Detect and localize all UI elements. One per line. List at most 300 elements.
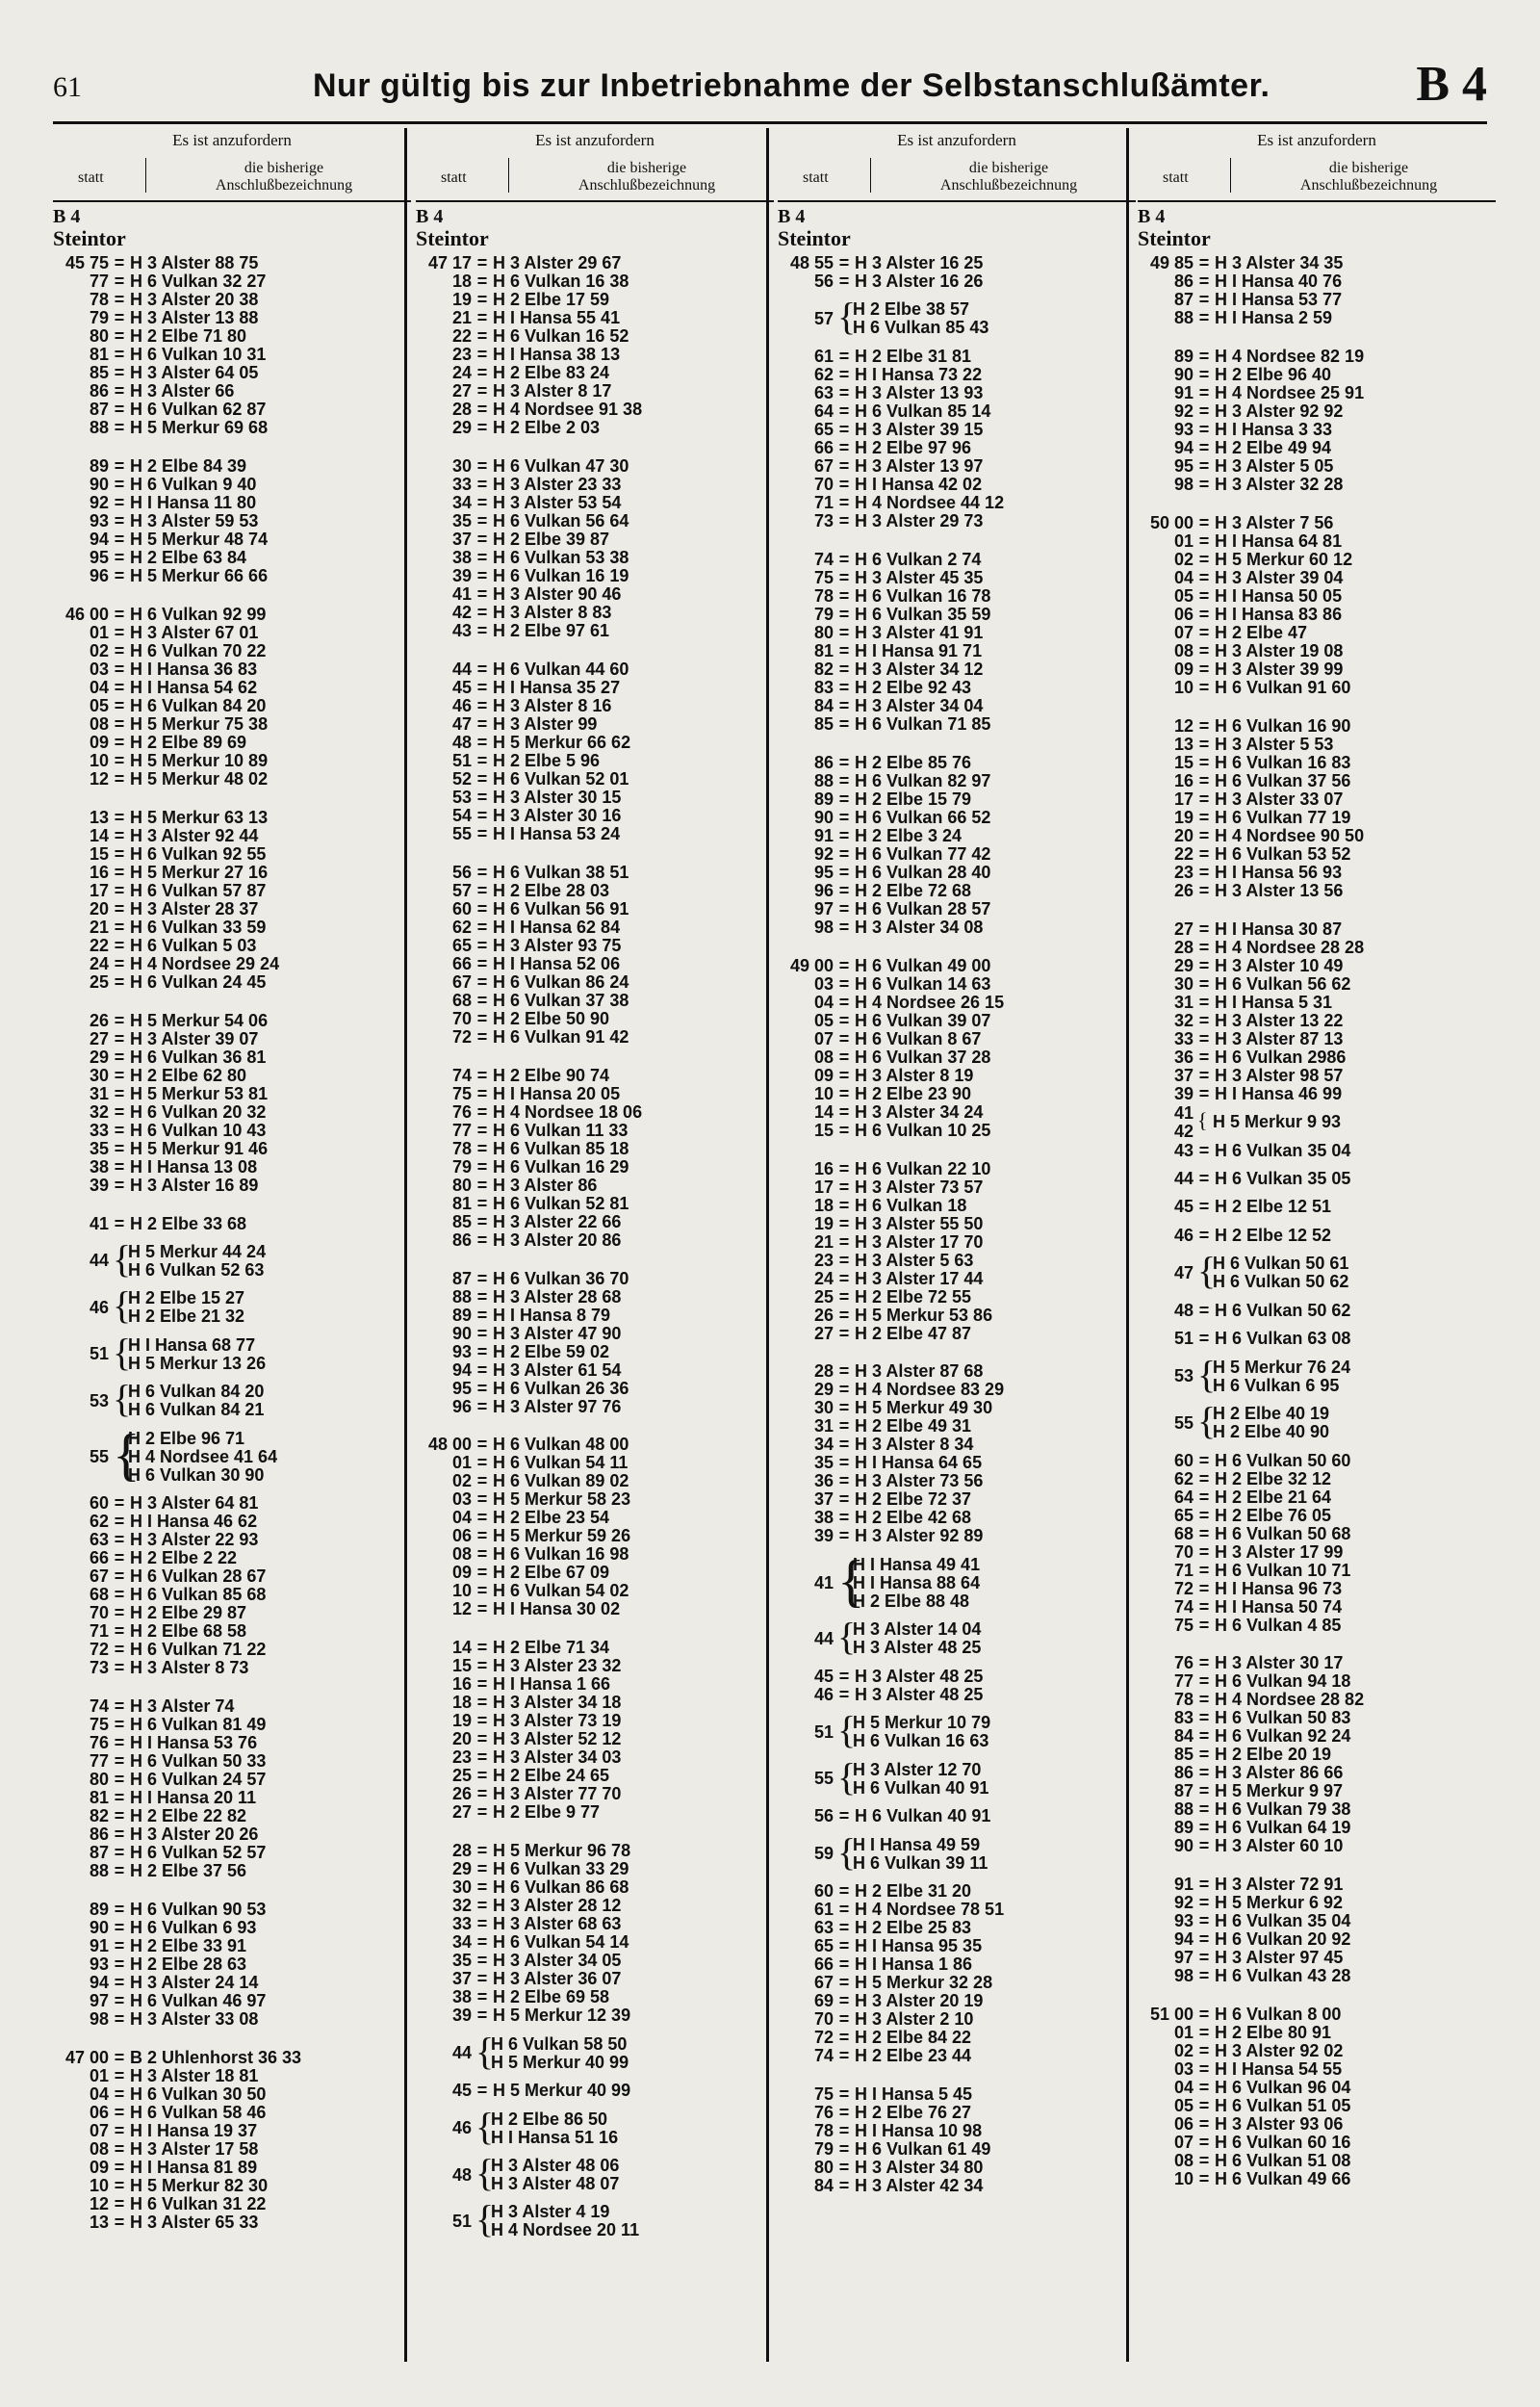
entry-value: H 3 Alster 17 58: [130, 2138, 259, 2159]
entry-value: H 4 Nordsee 44 12: [855, 492, 1005, 512]
directory-column: [1138, 125, 1496, 2368]
entry-value: H 6 Vulkan 84 20: [128, 1382, 265, 1402]
entry-line: [1138, 1012, 1343, 1030]
entry-value: H 3 Alster 28 68: [493, 1286, 622, 1307]
brace-symbol: {: [113, 1330, 132, 1374]
entry-value: H 6 Vulkan 37 38: [493, 990, 629, 1010]
entry-number: 72: [89, 1640, 109, 1660]
entry-value: H 5 Merkur 75 38: [130, 713, 269, 734]
entry-number: 19: [813, 1213, 834, 1233]
entry-line: [778, 1381, 1004, 1399]
brace-symbol: {: [837, 1829, 857, 1874]
entry-number: 12: [89, 768, 109, 789]
entry-line: [1138, 1912, 1350, 1930]
entry-line: [416, 770, 629, 789]
entry-value: H 3 Alster 23 32: [493, 1656, 622, 1676]
entry-line: [778, 864, 990, 882]
entry-line: [778, 551, 981, 569]
entry-value: H 6 Vulkan 9 40: [130, 474, 257, 494]
equals-sign: =: [838, 752, 850, 772]
equals-sign: =: [1198, 1065, 1210, 1085]
entry-value: H 6 Vulkan 50 61: [1213, 1254, 1349, 1274]
entry-line: [1138, 1562, 1350, 1580]
equals-sign: =: [114, 1973, 125, 1992]
entry-value: H 6 Vulkan 52 01: [493, 768, 629, 789]
entry-value: H 6 Vulkan 56 64: [493, 510, 629, 531]
equals-sign: =: [1198, 364, 1210, 384]
entry-line: [778, 2140, 990, 2159]
entry-number: 33: [451, 1914, 472, 1934]
entry-number: 29: [89, 1047, 109, 1067]
entry-value: H 2 Elbe 50 90: [493, 1008, 610, 1028]
section-code: B 4: [416, 206, 444, 227]
entry-value: H 3 Alster 14 04: [853, 1619, 982, 1640]
entry-value: H 3 Alster 47 90: [493, 1323, 622, 1343]
entry-value: H 6 Vulkan 79 38: [1215, 1799, 1351, 1820]
entry-number: 76: [813, 2102, 834, 2122]
entry-line: [1138, 402, 1343, 421]
equals-sign: =: [476, 620, 488, 640]
entry-number: 07: [1173, 2133, 1194, 2153]
section-name: Steintor: [1138, 226, 1211, 250]
entry-value: H 3 Alster 22 66: [493, 1211, 622, 1231]
entry-line: [1138, 1691, 1364, 1709]
equals-sign: =: [1198, 2169, 1210, 2189]
entry-value: H 6 Vulkan 51 08: [1215, 2151, 1351, 2171]
equals-sign: =: [114, 2157, 125, 2177]
column-header-statt: statt: [803, 169, 829, 186]
equals-sign: =: [1198, 1893, 1210, 1913]
entry-line: [53, 346, 266, 364]
entry-line: [53, 1030, 258, 1048]
entry-line: [53, 1659, 248, 1677]
entry-value: H 6 Vulkan 8 00: [1215, 2005, 1342, 2025]
entry-number: 46: [813, 1684, 834, 1704]
equals-sign: =: [476, 935, 488, 955]
entry-line: [53, 1716, 266, 1734]
entry-line: [778, 1992, 983, 2010]
equals-sign: =: [1198, 843, 1210, 864]
entry-line: [1138, 366, 1331, 384]
entry-value: H 6 Vulkan 4 85: [1215, 1615, 1342, 1635]
entry-number: 01: [89, 2065, 109, 2085]
entry-value: H 3 Alster 93 06: [1215, 2114, 1344, 2135]
entry-number: 70: [89, 1603, 109, 1623]
entry-number: 13: [89, 807, 109, 827]
equals-sign: =: [1198, 1708, 1210, 1728]
entry-number: 20: [1173, 825, 1194, 845]
entry-number: 49 00: [789, 955, 834, 975]
entry-value: H 3 Alster 34 18: [493, 1693, 622, 1713]
entry-line: [416, 1657, 621, 1675]
entry-number: 46 00: [64, 604, 109, 624]
entry-number: 53: [451, 787, 472, 807]
entry-number: 95: [89, 547, 109, 567]
entry-number: 32: [1173, 1010, 1194, 1030]
entry-line: [778, 772, 990, 790]
entry-number: 51: [1173, 1329, 1194, 1349]
entry-value: H 4 Nordsee 91 38: [493, 400, 643, 419]
entry-number: 48: [451, 732, 472, 752]
entry-line: [778, 2122, 982, 2140]
entry-number: 74: [451, 1065, 472, 1085]
equals-sign: =: [114, 843, 125, 864]
entry-number: 62: [1173, 1468, 1194, 1488]
directory-column: [53, 125, 411, 2368]
entry-number: 05: [1173, 585, 1194, 606]
entry-number: 06: [451, 1526, 472, 1546]
entry-value: H 3 Alster 64 81: [130, 1493, 259, 1514]
entry-line: [416, 2006, 630, 2025]
entry-line: [1138, 1470, 1331, 1488]
entry-line: [778, 900, 990, 919]
entry-number: 80: [813, 622, 834, 642]
equals-sign: =: [114, 381, 125, 401]
entry-line: [778, 1362, 983, 1381]
entry-number: 89: [1173, 1818, 1194, 1838]
equals-sign: =: [838, 713, 850, 734]
equals-sign: =: [838, 1177, 850, 1197]
equals-sign: =: [476, 1693, 488, 1713]
entry-number: 78: [451, 1138, 472, 1158]
entry-line: [778, 1955, 972, 1974]
entry-number: 51 00: [1149, 2005, 1194, 2025]
equals-sign: =: [1198, 973, 1210, 994]
column-header: [416, 125, 774, 200]
entry-value: H 3 Alster 34 03: [493, 1747, 622, 1768]
entry-number: 17: [1173, 789, 1194, 809]
entry-value: H 6 Vulkan 5 03: [130, 935, 257, 955]
entry-line: [416, 1270, 629, 1288]
equals-sign: =: [114, 1530, 125, 1550]
entry-value: H 3 Alster 61 54: [493, 1359, 622, 1380]
equals-sign: =: [476, 990, 488, 1010]
entry-number: 08: [1173, 2151, 1194, 2171]
entry-value: H 2 Elbe 33 68: [130, 1213, 247, 1233]
equals-sign: =: [1198, 1745, 1210, 1765]
entry-line: [53, 1048, 266, 1067]
entry-value: H 5 Merkur 59 26: [493, 1526, 631, 1546]
entry-value: H 2 Elbe 47 87: [855, 1323, 972, 1343]
entry-number: 77: [89, 272, 109, 291]
entry-value: H 6 Vulkan 92 55: [130, 843, 267, 864]
entry-number: 51: [451, 750, 472, 770]
entry-number: 64: [1173, 1487, 1194, 1507]
entry-line: [1138, 348, 1364, 366]
entry-line: [53, 882, 266, 900]
entry-number: 51: [451, 2211, 472, 2231]
entry-number: 22: [1173, 843, 1194, 864]
entry-number: 15: [451, 1656, 472, 1676]
equals-sign: =: [476, 1802, 488, 1823]
entry-line: [416, 919, 620, 937]
equals-sign: =: [838, 2028, 850, 2047]
entry-value: H 3 Alster 88 75: [130, 253, 259, 272]
equals-sign: =: [1198, 862, 1210, 882]
entry-value: H I Hansa 73 22: [855, 364, 983, 384]
entry-line: [416, 660, 629, 679]
entry-number: 15: [813, 1120, 834, 1140]
entry-line: [778, 384, 983, 402]
entry-line: [778, 1067, 973, 1085]
equals-sign: =: [838, 549, 850, 569]
equals-sign: =: [114, 290, 125, 309]
equals-sign: =: [1198, 807, 1210, 827]
entry-number: 81: [89, 1788, 109, 1808]
entry-value: H 3 Alster 13 56: [1215, 880, 1344, 900]
entry-line: [416, 309, 620, 327]
entry-number: 35: [89, 1138, 109, 1158]
equals-sign: =: [1198, 1010, 1210, 1030]
entry-line: [53, 2213, 258, 2232]
equals-sign: =: [114, 1900, 125, 1919]
equals-sign: =: [114, 1047, 125, 1067]
entry-line: [53, 476, 256, 494]
entry-value: H 6 Vulkan 53 52: [1215, 843, 1351, 864]
section-name: Steintor: [778, 226, 851, 250]
entry-line: [416, 734, 630, 752]
entry-number: 96: [813, 880, 834, 900]
entry-line: [53, 401, 266, 419]
equals-sign: =: [476, 1969, 488, 1989]
equals-sign: =: [838, 1323, 850, 1343]
entry-number: 75: [813, 2083, 834, 2104]
equals-sign: =: [476, 2081, 488, 2101]
entry-value: H I Hansa 50 05: [1215, 585, 1343, 606]
equals-sign: =: [114, 640, 125, 660]
entry-line: [416, 346, 620, 364]
entry-value: H 3 Alster 32 28: [1215, 474, 1344, 494]
entry-number: 72: [813, 2028, 834, 2047]
entry-value: H 3 Alster 8 34: [855, 1435, 974, 1455]
entry-line: [53, 254, 258, 272]
entry-value: H 3 Alster 87 68: [855, 1361, 984, 1382]
entry-line: [416, 1767, 609, 1785]
entry-line: [778, 476, 982, 494]
equals-sign: =: [476, 1341, 488, 1361]
entry-line: [778, 1325, 971, 1343]
equals-sign: =: [114, 2047, 125, 2067]
entry-number: 26: [89, 1010, 109, 1030]
equals-sign: =: [114, 732, 125, 752]
entry-value: H 3 Alster 34 80: [855, 2157, 984, 2177]
equals-sign: =: [838, 1120, 850, 1140]
entry-value: H 6 Vulkan 2 74: [855, 549, 982, 569]
equals-sign: =: [838, 1065, 850, 1085]
entry-line: [416, 1988, 609, 2006]
entry-value: H 6 Vulkan 90 53: [130, 1900, 267, 1919]
equals-sign: =: [476, 1211, 488, 1231]
entry-line: [778, 2104, 971, 2122]
entry-number: 57: [451, 880, 472, 900]
equals-sign: =: [476, 400, 488, 419]
entry-line: [416, 1307, 610, 1325]
entry-number: 06: [89, 2102, 109, 2122]
column-header-separator: [870, 158, 871, 193]
entry-value: H 2 Elbe 28 03: [493, 880, 610, 900]
entry-value: H 6 Vulkan 39 11: [853, 1852, 988, 1873]
brace-symbol: {: [837, 1708, 857, 1752]
entry-value: H 4 Nordsee 29 24: [130, 953, 280, 973]
equals-sign: =: [114, 604, 125, 624]
entry-value: H 6 Vulkan 54 14: [493, 1932, 629, 1953]
equals-sign: =: [114, 1825, 125, 1845]
entry-line: [53, 1955, 246, 1974]
entry-value: H 3 Alster 39 07: [130, 1028, 259, 1048]
entry-number: 26: [813, 1305, 834, 1325]
entry-value: H 3 Alster 30 17: [1215, 1653, 1344, 1673]
equals-sign: =: [838, 992, 850, 1012]
entry-value: H 6 Vulkan 14 63: [855, 973, 991, 994]
entry-number: 35: [451, 1951, 472, 1971]
entry-number: 63: [813, 382, 834, 402]
entry-number: 33: [1173, 1028, 1194, 1048]
entry-number: 95: [813, 862, 834, 882]
entry-line: [53, 937, 256, 955]
equals-sign: =: [476, 345, 488, 364]
entry-value: H 3 Alster 18 81: [130, 2065, 259, 2085]
entry-line: [778, 882, 971, 900]
entry-value: H 6 Vulkan 31 22: [130, 2193, 267, 2213]
entry-number: 79: [89, 308, 109, 327]
entry-number: 80: [813, 2157, 834, 2177]
equals-sign: =: [114, 1991, 125, 2010]
entry-value: H 3 Alster 92 02: [1215, 2041, 1344, 2061]
entry-value: H 6 Vulkan 16 19: [493, 565, 629, 585]
column-header-right-line1: die bisherige: [968, 160, 1049, 176]
equals-sign: =: [838, 364, 850, 384]
entry-value: H 3 Alster 73 57: [855, 1177, 984, 1197]
entry-number: 18: [813, 1195, 834, 1215]
equals-sign: =: [838, 401, 850, 421]
equals-sign: =: [1198, 1799, 1210, 1820]
entry-number: 13: [1173, 734, 1194, 754]
entry-line: [53, 1158, 257, 1177]
entry-line: [416, 1564, 609, 1582]
entry-value: H 6 Vulkan 91 42: [493, 1026, 629, 1047]
equals-sign: =: [838, 2120, 850, 2140]
equals-sign: =: [476, 381, 488, 401]
entry-line: [53, 1697, 234, 1716]
entry-line: [53, 382, 234, 401]
entry-line: [1138, 1580, 1342, 1598]
entry-number: 50 00: [1149, 512, 1194, 532]
entry-line: [1138, 1507, 1331, 1525]
entry-line: [416, 254, 621, 272]
equals-sign: =: [114, 455, 125, 476]
entry-value: H 2 Elbe 17 59: [493, 290, 610, 309]
entry-number: 10: [89, 2175, 109, 2195]
equals-sign: =: [114, 2175, 125, 2195]
entry-value: H 5 Merkur 48 02: [130, 768, 269, 789]
equals-sign: =: [1198, 715, 1210, 736]
entry-line: [53, 1937, 246, 1955]
equals-sign: =: [114, 1640, 125, 1660]
entry-value: H I Hansa 53 24: [493, 823, 621, 843]
entry-line: [53, 752, 268, 770]
entry-value: H 6 Vulkan 51 05: [1215, 2096, 1351, 2116]
equals-sign: =: [476, 1359, 488, 1380]
entry-number: 33: [89, 1120, 109, 1140]
entry-number: 28: [813, 1361, 834, 1382]
entry-line: [416, 1231, 621, 1250]
entry-value: H I Hansa 42 02: [855, 474, 983, 494]
entry-line: [416, 1288, 621, 1307]
entry-value: H 3 Alster 4 19: [491, 2202, 610, 2222]
entry-number: 19: [1173, 807, 1194, 827]
entry-value: H 3 Alster 20 86: [493, 1229, 622, 1250]
entry-number: 98: [813, 917, 834, 937]
entry-line: [1138, 606, 1342, 624]
equals-sign: =: [838, 1881, 850, 1901]
equals-sign: =: [838, 825, 850, 845]
entry-number: 41: [813, 1572, 834, 1592]
equals-sign: =: [476, 602, 488, 622]
entry-values: [853, 1620, 981, 1657]
entry-value: H 4 Nordsee 41 64: [128, 1446, 278, 1466]
entry-line: [416, 512, 629, 531]
equals-sign: =: [1198, 2078, 1210, 2098]
entry-line: [1138, 476, 1343, 494]
entry-value: H 3 Alster 48 25: [855, 1684, 984, 1704]
equals-sign: =: [114, 492, 125, 512]
entry-value: H 3 Alster 8 83: [493, 602, 612, 622]
entry-line: [1138, 1709, 1350, 1727]
entry-number: 18: [451, 272, 472, 291]
entry-number: 10: [451, 1581, 472, 1601]
column-header-right-line1: die bisherige: [606, 160, 687, 176]
entry-value: H 6 Vulkan 54 11: [493, 1453, 629, 1473]
entry-number: 62: [813, 364, 834, 384]
entry-line: [416, 1140, 629, 1158]
entry-number: 27: [1173, 919, 1194, 939]
equals-sign: =: [1198, 1329, 1210, 1349]
entry-number: 93: [1173, 1911, 1194, 1931]
entry-line: [778, 1472, 983, 1490]
equals-sign: =: [838, 770, 850, 790]
entry-value: H 2 Elbe 71 34: [493, 1638, 610, 1658]
entry-value: H 2 Elbe 5 96: [493, 750, 601, 770]
entry-line: [778, 1937, 982, 1955]
entry-line: [416, 1398, 621, 1416]
entry-value: H 6 Vulkan 85 14: [855, 401, 991, 421]
entry-line: [778, 1178, 983, 1197]
entry-value: H I Hansa 64 65: [855, 1453, 983, 1473]
equals-sign: =: [476, 1453, 488, 1473]
entry-line: [778, 1122, 990, 1140]
equals-sign: =: [838, 2083, 850, 2104]
entry-value: H 6 Vulkan 37 28: [855, 1047, 991, 1067]
entry-value: H 6 Vulkan 10 71: [1215, 1560, 1351, 1580]
equals-sign: =: [476, 1877, 488, 1898]
entry-number: 79: [451, 1156, 472, 1177]
equals-sign: =: [476, 1026, 488, 1047]
entry-line: [53, 679, 257, 697]
equals-sign: =: [476, 1896, 488, 1916]
entry-line: [416, 1509, 609, 1527]
equals-sign: =: [1198, 937, 1210, 957]
equals-sign: =: [476, 659, 488, 679]
equals-sign: =: [476, 1508, 488, 1528]
equals-sign: =: [476, 272, 488, 291]
entry-value: H I Hansa 88 64: [853, 1572, 981, 1592]
entry-value: H 2 Elbe 72 55: [855, 1286, 972, 1307]
entry-value: H 5 Merkur 27 16: [130, 862, 269, 882]
entry-value: H 5 Merkur 96 78: [493, 1841, 631, 1861]
equals-sign: =: [114, 1065, 125, 1085]
equals-sign: =: [114, 2120, 125, 2140]
entry-value: H 6 Vulkan 54 02: [493, 1581, 629, 1601]
